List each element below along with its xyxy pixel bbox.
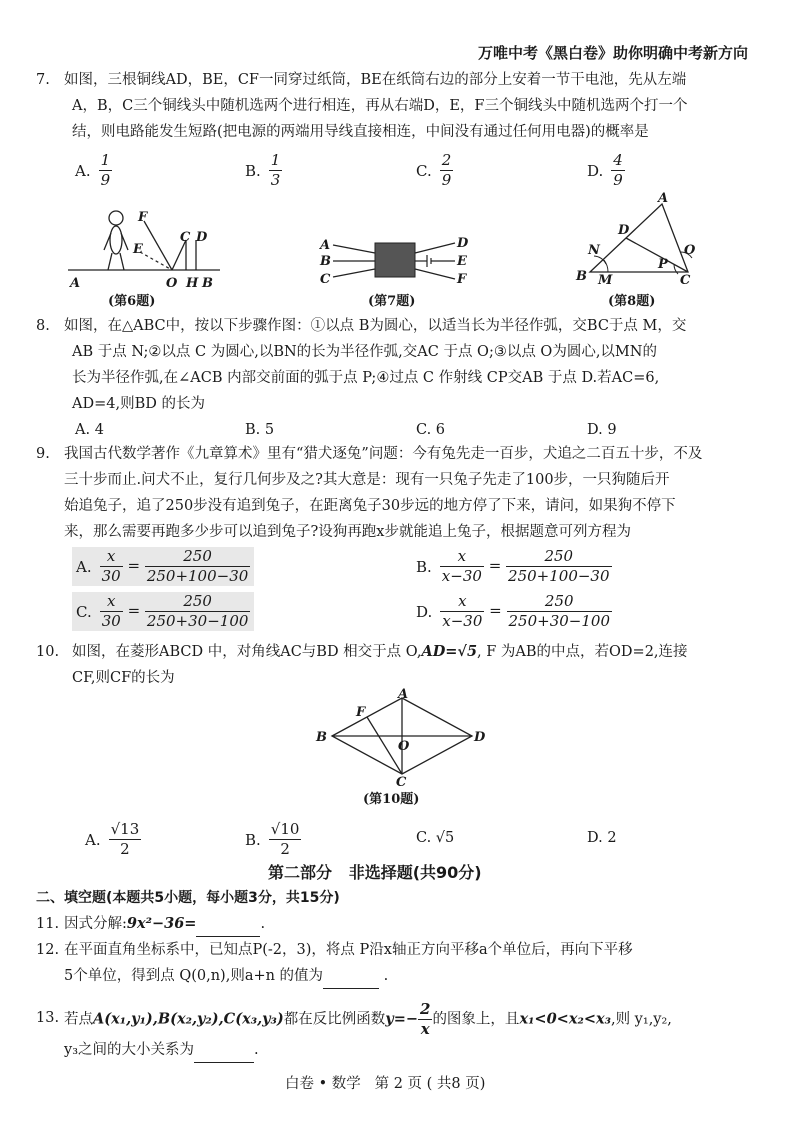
- q10-option-b[interactable]: B. $\frac{√10}{2}$: [245, 820, 300, 858]
- q9-number: 9.: [36, 446, 50, 462]
- q10-line-1: 如图，在菱形ABCD 中，对角线AC与BD 相交于点 O,AD=√5, F 为AB的中点，若OD=2,连接: [72, 643, 688, 660]
- part-2-title: 第二部分 非选择题(共90分): [268, 863, 482, 882]
- q9-option-d[interactable]: D. $\frac{x}{x-30}$ = $\frac{250}{250+30-100}$: [416, 592, 610, 630]
- q7-option-b[interactable]: B. $\frac{1}{3}$: [245, 151, 281, 189]
- figure-7: [315, 225, 475, 295]
- q11-answer-blank[interactable]: [196, 912, 260, 937]
- figure-8-caption: (第8题): [608, 294, 656, 309]
- q11-text: 因式分解:9x²−36= .: [64, 912, 265, 937]
- fig10-label-f: F: [356, 705, 366, 720]
- fig7-label-b: B: [320, 254, 331, 269]
- q13-line-2: y₃之间的大小关系为 .: [64, 1038, 259, 1063]
- fig6-label-c: C: [180, 230, 191, 245]
- q9-line-3: 始追兔子，追了250步没有追到兔子，在距离兔子30步远的地方停了下来，请问，如果狗不停下: [64, 498, 676, 514]
- fig7-label-c: C: [320, 272, 331, 287]
- fig10-label-a: A: [398, 687, 409, 702]
- fig6-label-f: F: [138, 210, 148, 225]
- figure-6-caption: (第6题): [108, 294, 156, 309]
- q7-option-a[interactable]: A. $\frac{1}{9}$: [75, 151, 111, 189]
- page-header: 万唯中考《黑白卷》助你明确中考新方向: [477, 44, 748, 62]
- q13-number: 13.: [36, 1010, 60, 1026]
- q12-answer-blank[interactable]: [323, 964, 379, 989]
- q10-line-2: CF,则CF的长为: [72, 670, 175, 686]
- q8-option-b[interactable]: B. 5: [245, 422, 275, 438]
- q10-number: 10.: [36, 644, 60, 660]
- q10-option-a[interactable]: A. $\frac{√13}{2}$: [85, 820, 140, 858]
- figure-8: [570, 192, 710, 292]
- page-footer: 白卷 • 数学 第 2 页 ( 共8 页): [285, 1076, 486, 1092]
- fig6-label-o: O: [166, 276, 178, 291]
- fig6-label-e: E: [133, 242, 143, 257]
- q13-line-1: 若点A(x₁,y₁),B(x₂,y₂),C(x₃,y₃)都在反比例函数y=− $\frac{2}{x}$ 的图象上，且x₁<0<x₂<x₃,则 y₁,y₂,: [64, 1000, 672, 1038]
- q12-line-2: 5个单位，得到点 Q(0,n),则a+n 的值为 .: [64, 964, 388, 989]
- q8-line-2: AB 于点 N;②以点 C 为圆心,以BN的长为半径作弧,交AC 于点 O;③以点 O为圆心,以MN的: [72, 344, 657, 360]
- fig8-label-a: A: [658, 191, 669, 206]
- q8-option-d[interactable]: D. 9: [587, 422, 617, 438]
- q7-number: 7.: [36, 72, 50, 88]
- fig10-label-c: C: [396, 775, 407, 790]
- fig10-label-o: O: [398, 739, 410, 754]
- q9-option-c[interactable]: C. $\frac{x}{30}$ = $\frac{250}{250+30-100}$: [72, 592, 254, 631]
- q10-option-d[interactable]: D. 2: [587, 830, 617, 846]
- fig6-label-b: B: [202, 276, 213, 291]
- fig6-label-d: D: [196, 230, 208, 245]
- q11-number: 11.: [36, 916, 60, 932]
- q13-answer-blank[interactable]: [194, 1038, 254, 1063]
- q9-option-b[interactable]: B. $\frac{x}{x-30}$ = $\frac{250}{250+100-30}$: [416, 547, 610, 585]
- q9-line-1: 我国古代数学著作《九章算术》里有“猎犬逐兔”问题：今有兔先走一百步，犬追之二百五十步，不及: [64, 446, 703, 462]
- q7-line-3: 结，则电路能发生短路(把电源的两端用导线直接相连，中间没有通过任何用电器)的概率是: [72, 124, 649, 140]
- fig8-label-m: M: [598, 273, 613, 288]
- q8-option-c[interactable]: C. 6: [416, 422, 446, 438]
- q9-line-4: 来，那么需要再跑多少步可以追到兔子?设狗再跑x步就能追上兔子，根据题意可列方程为: [64, 524, 631, 540]
- q8-line-3: 长为半径作弧,在∠ACB 内部交前面的弧于点 P;④过点 C 作射线 CP交AB 于点 D.若AC=6,: [72, 370, 660, 386]
- q7-option-d[interactable]: D. $\frac{4}{9}$: [587, 151, 623, 189]
- fig8-label-c: C: [680, 273, 691, 288]
- q7-line-1: 如图，三根铜线AD，BE，CF一同穿过纸筒，BE在纸筒右边的部分上安着一节干电池，先从左端: [64, 72, 687, 88]
- q12-number: 12.: [36, 942, 60, 958]
- q8-number: 8.: [36, 318, 50, 334]
- fig8-label-p: P: [658, 257, 668, 272]
- q8-line-1: 如图，在△ABC中，按以下步骤作图：①以点 B为圆心，以适当长为半径作弧，交BC于点 M，交: [64, 318, 687, 334]
- q9-line-2: 三十步而止.问犬不止，复行几何步及之?其大意是：现有一只兔子先走了100步，一只狗随后开: [64, 472, 670, 488]
- fig10-label-b: B: [316, 730, 327, 745]
- q9-option-a[interactable]: A. $\frac{x}{30}$ = $\frac{250}{250+100-30}$: [72, 547, 254, 586]
- q12-line-1: 在平面直角坐标系中，已知点P(-2，3)，将点 P沿x轴正方向平移a个单位后，再向下平移: [64, 942, 633, 958]
- fig7-label-e: E: [457, 254, 467, 269]
- q8-option-a[interactable]: A. 4: [75, 422, 104, 438]
- q10-ad-expr: AD=√5: [421, 643, 478, 660]
- q8-line-4: AD=4,则BD 的长为: [72, 396, 205, 412]
- fig8-label-o: O: [684, 243, 696, 258]
- section-2-heading: 二、填空题(本题共5小题，每小题3分，共15分): [36, 890, 340, 906]
- fig10-label-d: D: [474, 730, 486, 745]
- q10-option-c[interactable]: C. √5: [416, 830, 455, 846]
- fig7-label-d: D: [457, 236, 469, 251]
- fig6-label-h: H: [186, 276, 199, 291]
- fig7-label-f: F: [457, 272, 467, 287]
- fig7-label-a: A: [320, 238, 331, 253]
- figure-6: [60, 205, 230, 295]
- q7-option-c[interactable]: C. $\frac{2}{9}$: [416, 151, 452, 189]
- figure-10-caption: (第10题): [363, 792, 420, 807]
- fig6-label-a: A: [70, 276, 81, 291]
- fig8-label-d: D: [618, 223, 630, 238]
- q7-line-2: A，B，C三个铜线头中随机选两个进行相连，再从右端D，E，F三个铜线头中随机选两个打一个: [72, 98, 688, 114]
- figure-7-caption: (第7题): [368, 294, 416, 309]
- fig8-label-b: B: [576, 269, 587, 284]
- figure-10: [310, 687, 486, 790]
- fig8-label-n: N: [588, 243, 600, 258]
